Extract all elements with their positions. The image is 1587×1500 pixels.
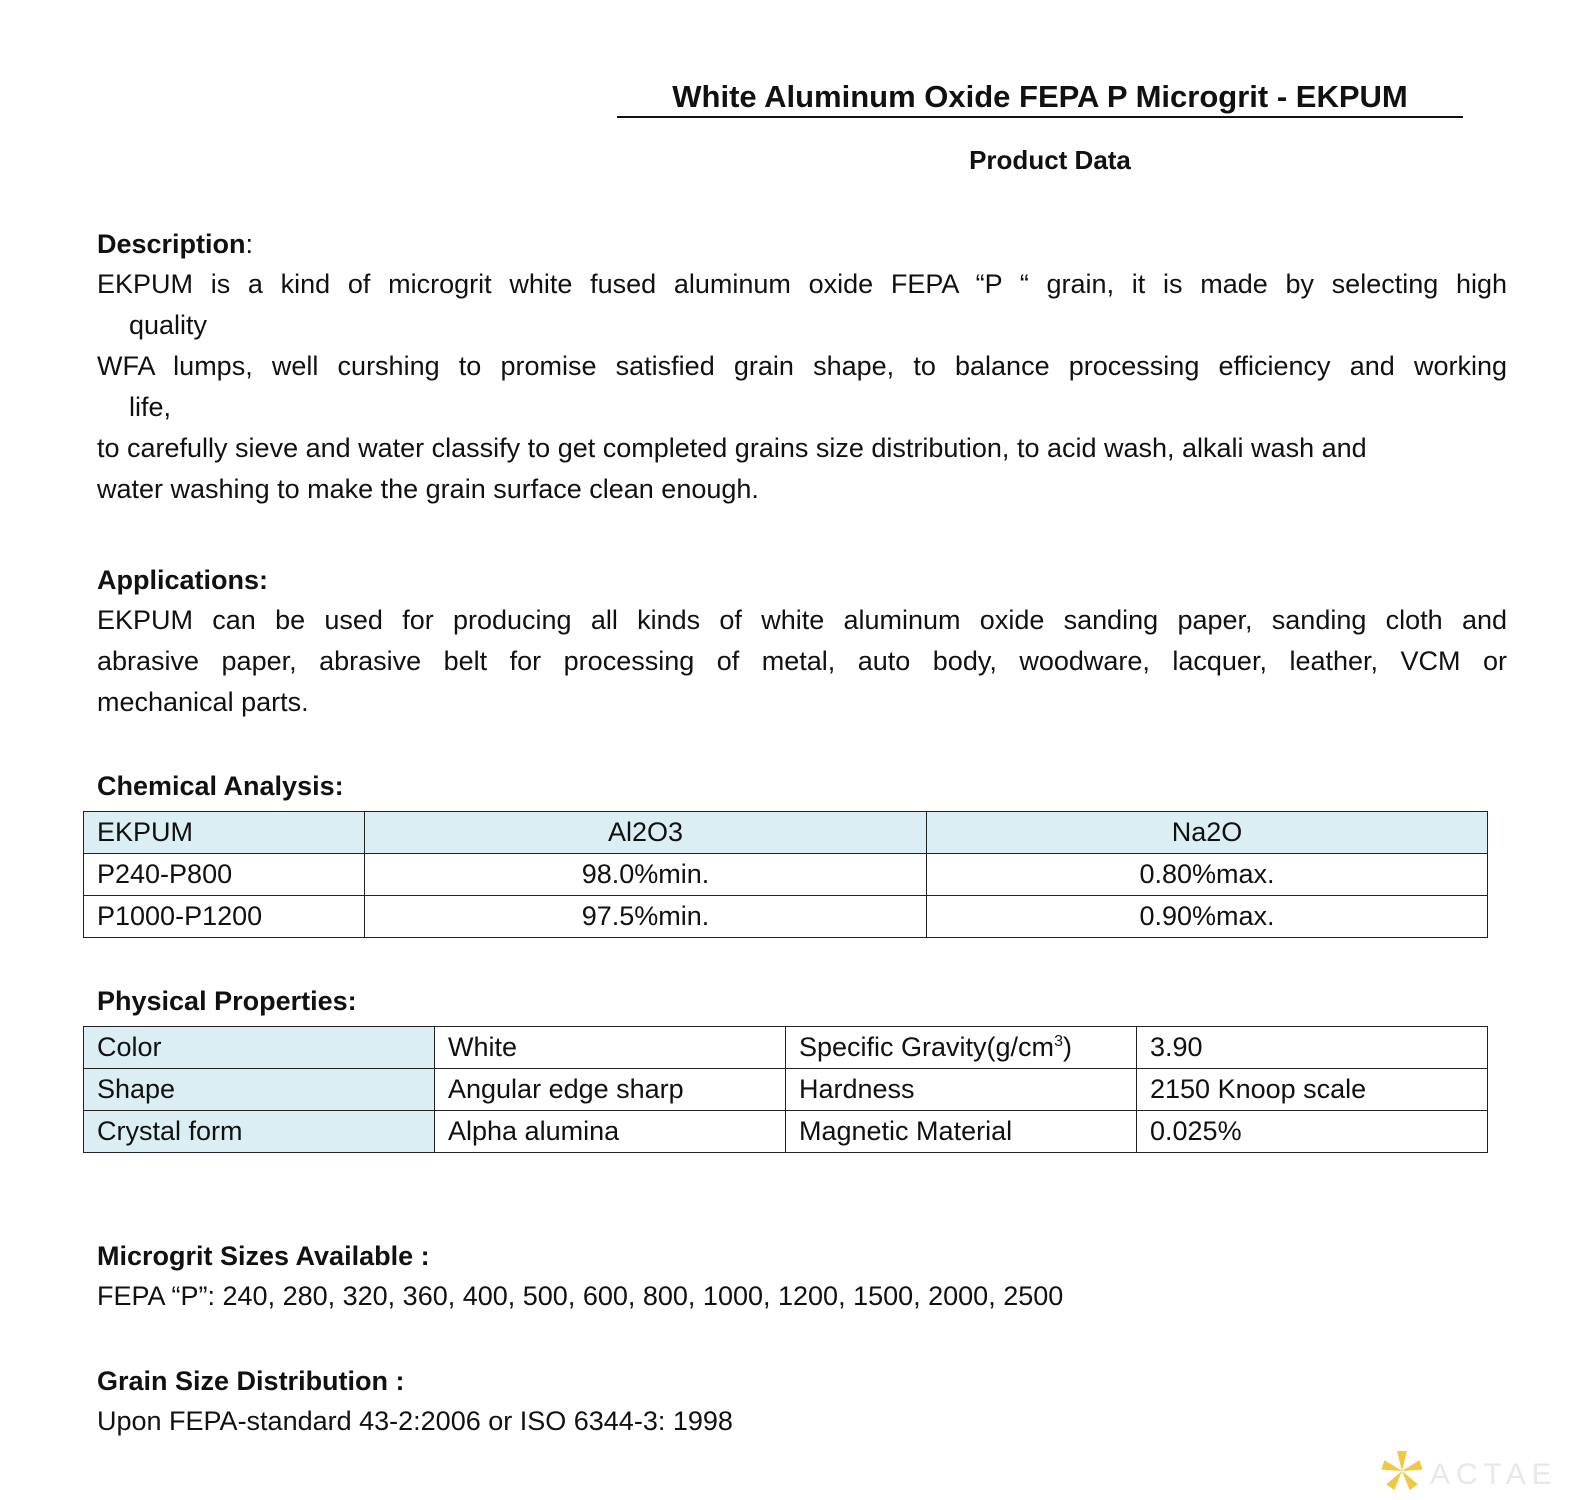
physical-properties-heading: Physical Properties: — [97, 986, 357, 1016]
chemical-analysis-heading: Chemical Analysis: — [97, 771, 344, 801]
property-value: Alpha alumina — [435, 1111, 786, 1153]
description-line-2: WFA lumps, well curshing to promise satisfied grain shape, to balance processing efficiency and working — [97, 351, 1507, 381]
table-cell: 0.90%max. — [927, 896, 1488, 938]
table-row — [84, 1111, 1488, 1153]
grain-size-distribution-heading: Grain Size Distribution : — [97, 1366, 405, 1396]
description-heading — [97, 228, 253, 260]
table-row — [84, 854, 1488, 896]
table-row — [84, 1069, 1488, 1111]
document-title: White Aluminum Oxide FEPA P Microgrit - EKPUM — [617, 78, 1463, 118]
table-cell: 0.80%max. — [927, 854, 1488, 896]
chemical-header-row — [84, 812, 1488, 854]
table-cell: P240-P800 — [84, 854, 365, 896]
chemical-header-cell: EKPUM — [84, 812, 365, 854]
property-label-superscript: 3 — [1054, 1033, 1063, 1050]
applications-heading: Applications: — [97, 565, 269, 595]
chemical-analysis-table — [83, 811, 1488, 938]
grain-size-distribution-text: Upon FEPA-standard 43-2:2006 or ISO 6344-3: 1998 — [97, 1406, 733, 1436]
description-line-1: EKPUM is a kind of microgrit white fused aluminum oxide FEPA “P “ grain, it is made by selecting high — [97, 269, 1507, 299]
description-line-1-wrap: quality — [129, 310, 208, 340]
description-heading-text: Description — [97, 229, 246, 259]
table-cell: 98.0%min. — [365, 854, 927, 896]
property-label: Color — [84, 1027, 435, 1069]
property-value: 0.025% — [1137, 1111, 1488, 1153]
description-body — [97, 264, 1507, 510]
logo-wordmark: ACTAE — [1430, 1458, 1558, 1491]
chemical-header-cell: Na2O — [927, 812, 1488, 854]
applications-line-3: mechanical parts. — [97, 687, 309, 717]
physical-properties-table — [83, 1026, 1488, 1153]
table-row — [84, 896, 1488, 938]
microgrit-sizes-heading: Microgrit Sizes Available : — [97, 1241, 430, 1271]
property-label: Crystal form — [84, 1111, 435, 1153]
chemical-header-cell: Al2O3 — [365, 812, 927, 854]
microgrit-sizes-text: FEPA “P”: 240, 280, 320, 360, 400, 500, 600, 800, 1000, 1200, 1500, 2000, 2500 — [97, 1281, 1064, 1311]
property-label: Shape — [84, 1069, 435, 1111]
property-value: Angular edge sharp — [435, 1069, 786, 1111]
property-label — [786, 1027, 1137, 1069]
property-value: 2150 Knoop scale — [1137, 1069, 1488, 1111]
property-value: 3.90 — [1137, 1027, 1488, 1069]
property-label-text: Specific Gravity(g/cm — [799, 1032, 1055, 1062]
applications-line-1: EKPUM can be used for producing all kinds of white aluminum oxide sanding paper, sanding cloth and — [97, 605, 1507, 635]
logo-mark-icon — [1378, 1446, 1587, 1495]
property-value: White — [435, 1027, 786, 1069]
applications-body — [97, 600, 1507, 723]
table-cell: P1000-P1200 — [84, 896, 365, 938]
description-line-3: to carefully sieve and water classify to get completed grains size distribution, to acid wash, alkali wash and — [97, 433, 1367, 463]
description-line-2-wrap: life, — [129, 392, 172, 422]
property-label: Magnetic Material — [786, 1111, 1137, 1153]
description-heading-colon: : — [245, 229, 254, 259]
table-row — [84, 1027, 1488, 1069]
description-line-4: water washing to make the grain surface clean enough. — [97, 474, 759, 504]
applications-line-2: abrasive paper, abrasive belt for processing of metal, auto body, woodware, lacquer, leather, VCM or — [97, 646, 1507, 676]
property-label: Hardness — [786, 1069, 1137, 1111]
property-label-suffix: ) — [1062, 1032, 1072, 1062]
table-cell: 97.5%min. — [365, 896, 927, 938]
document-subtitle: Product Data — [969, 145, 1131, 175]
company-logo — [1378, 1446, 1587, 1495]
